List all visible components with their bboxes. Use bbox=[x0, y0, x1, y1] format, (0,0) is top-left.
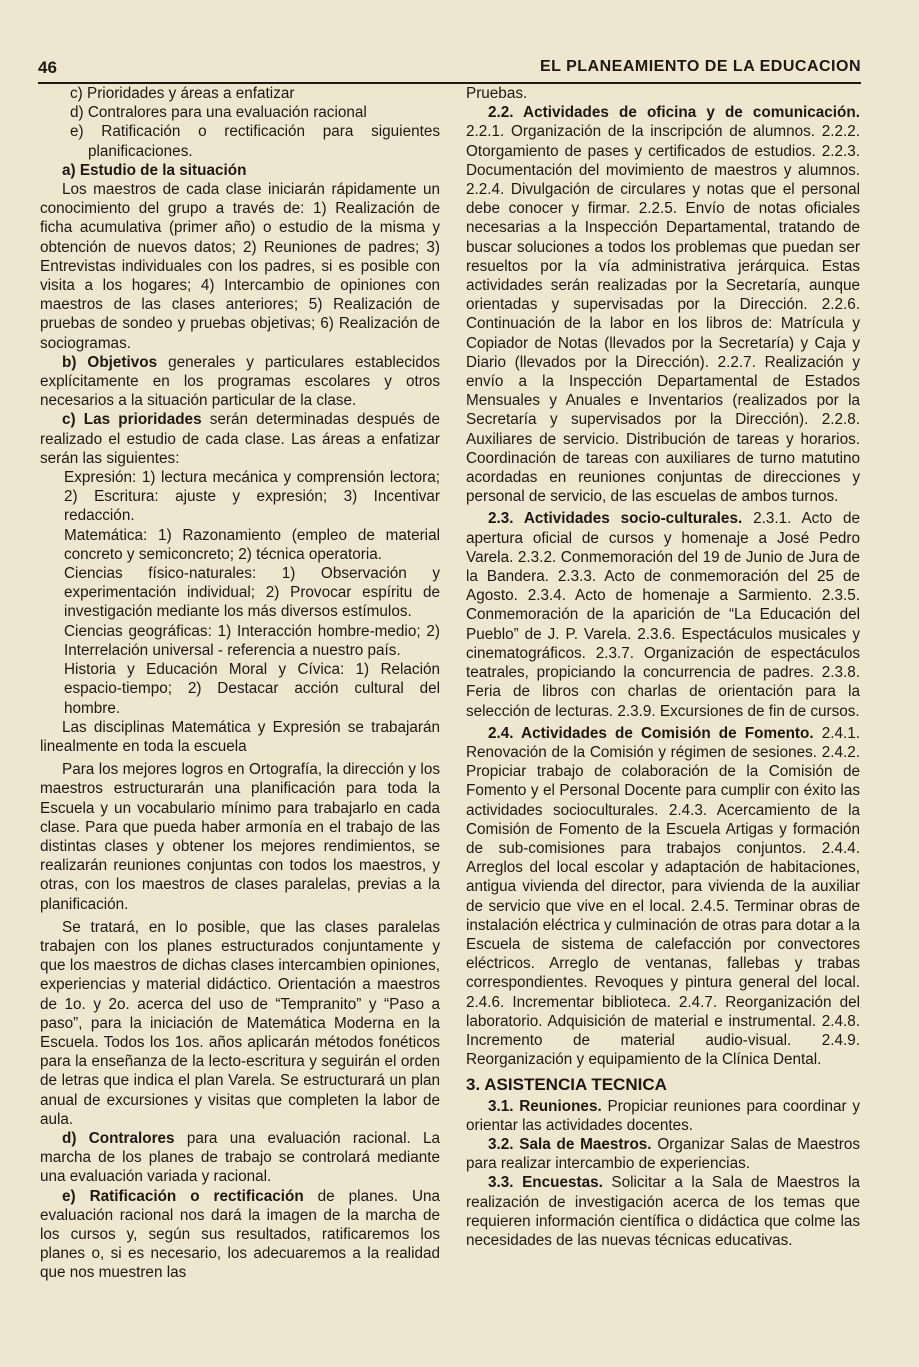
page-header bbox=[38, 58, 861, 84]
paragraph-lineal: Las disciplinas Matemática y Expresión se trabajarán linealmente en toda la escuela bbox=[40, 718, 440, 755]
heading-3-3: 3.3. Encuestas. bbox=[488, 1174, 603, 1192]
running-title: EL PLANEAMIENTO DE LA EDUCACION bbox=[540, 58, 861, 75]
paragraph-objetivos bbox=[40, 353, 440, 411]
right-column bbox=[466, 84, 860, 1250]
left-column bbox=[40, 84, 440, 1283]
paragraph-2-2 bbox=[466, 103, 860, 506]
area-matematica: Matemática: 1) Razonamiento (empleo de material concreto y semiconcreto; 2) técnica operatoria. bbox=[64, 526, 440, 563]
list-item-d: d) Contralores para una evaluación racional bbox=[70, 104, 367, 122]
heading-3-2: 3.2. Sala de Maestros. bbox=[488, 1135, 652, 1153]
area-ciencias-fisico-naturales: Ciencias físico-naturales: 1) Observación y experimentación individual; 2) Provocar espíritu de investigación mediante los más diversos estímulos. bbox=[64, 565, 440, 621]
text-2-4: 2.4.1. Renovación de la Comisión y régimen de sesiones. 2.4.2. Propiciar trabajo de colaboración de la Comisión de Fomento y el Personal Docente para cumplir con éxito las actividades socioculturales. 2.4.3. Acercamiento de la Comisión de Fomento de la Escuela Artigas y formación de sub-comisiones para trabajos conjuntos. 2.4.4. Arreglos del local escolar y adaptación de habitaciones, antigua vivienda del director, para vivienda de la auxiliar de servicio que vive en el local. 2.4.5. Terminar obras de instalación eléctrica y culminación de otras para dotar a la Escuela de sistema de calefacción por convectores eléctricos. Arreglo de ventanas, fallebas y trabas correspondientes. Revoques y pintura general del local. 2.4.6. Incrementar biblioteca. 2.4.7. Reorganización del laboratorio. Adquisición de material e instrumental. 2.4.8. Incremento de material audio-visual. 2.4.9. Reorganización y equipamiento de la Clínica Dental. bbox=[466, 724, 861, 1069]
heading-contralores: d) Contralores bbox=[62, 1129, 175, 1147]
heading-2-2: 2.2. Actividades de oficina y de comunicación. bbox=[488, 104, 860, 122]
list-item-e: e) Ratificación o rectificación para siguientes planificaciones. bbox=[70, 123, 440, 160]
text-2-2: 2.2.1. Organización de la inscripción de alumnos. 2.2.2. Otorgamiento de pases y certificados de estudios. 2.2.3. Documentación del movimiento de maestros y alumnos. 2.2.4. Divulgación de circulares y notas que el personal debe conocer y firmar. 2.2.5. Envío de notas oficiales necesarias a la Inspección Departamental, tratando de buscar soluciones a todos los problemas que puedan ser resueltos por la vía administrativa jerárquica. Estas actividades serán realizadas por la Secretaría, aunque orientadas y supervisadas por la Dirección. 2.2.6. Continuación de la labor en los libros de: Matrícula y Copiador de Notas (llevados por la Secretaría) y Caja y Diario (llevados por la Dirección). 2.2.7. Realización y envío a la Inspección Departamental de Estados Mensuales y Anuales e Inventarios (realizados por la Secretaría y supervisados por la Dirección). 2.2.8. Auxiliares de servicio. Distribución de tareas y horarios. Coordinación de tareas con auxiliares de turno matutino acordadas en reuniones conjuntas de direcciones y personal de servicio, de las escuelas de ambos turnos. bbox=[466, 123, 860, 506]
area-expresion: Expresión: 1) lectura mecánica y comprensión lectora; 2) Escritura: ajuste y expresión; 3) Incentivar redacción. bbox=[64, 469, 440, 525]
heading-ratificacion: e) Ratificación o rectificación bbox=[62, 1187, 304, 1205]
paragraph-3-2 bbox=[466, 1135, 860, 1173]
heading-2-3: 2.3. Actividades socio-culturales. bbox=[488, 510, 743, 528]
paragraph-2-4 bbox=[466, 724, 860, 1070]
paragraph-2-3 bbox=[466, 509, 860, 720]
text-2-3: 2.3.1. Acto de apertura oficial de cursos y homenaje a José Pedro Varela. 2.3.2. Conmemoración del 19 de Junio de Jura de la Bandera. 2.3.3. Acto de conmemoración del 25 de Agosto. 2.3.4. Acto de homenaje a Sarmiento. 2.3.5. Conmemoración de la aparición de “La Educación del Pueblo” de J. P. Varela. 2.3.6. Espectáculos musicales y cinematográficos. 2.3.7. Organización de espectáculos teatrales, propiciando la concurrencia de padres. 2.3.8. Feria de libros con charlas de orientación para la selección de lecturas. 2.3.9. Excursiones de fin de cursos. bbox=[466, 510, 861, 720]
paragraph-prioridades bbox=[40, 410, 440, 468]
list-item-c: c) Prioridades y áreas a enfatizar bbox=[70, 85, 295, 102]
paragraph-3-3 bbox=[466, 1173, 860, 1250]
page-number: 46 bbox=[38, 58, 57, 77]
ratificacion-text: de planes. Una evaluación racional nos dará la imagen de la marcha de los cursos y, según sus resultados, ratificaremos los planes o, si es necesario, los adecuaremos a la realidad que nos muestren las bbox=[40, 1187, 441, 1282]
text-3-3: Solicitar a la Sala de Maestros la realización de investigación acerca de los temas que requieren información científica o didáctica que colme las necesidades de las nuevas técnicas educativas. bbox=[466, 1174, 860, 1249]
area-ciencias-geograficas: Ciencias geográficas: 1) Interacción hombre-medio; 2) Interrelación universal - referencia a nuestro país. bbox=[64, 622, 440, 659]
heading-3-1: 3.1. Reuniones. bbox=[488, 1097, 602, 1115]
paragraph-ortografia: Para los mejores logros en Ortografía, la dirección y los maestros estructurarán una planificación para toda la Escuela y un vocabulario mínimo para trabajarlo en cada clase. Para que pueda haber armonía en el trabajo de las distintas clases y obtener los mejores rendimientos, se realizarán reuniones conjuntas con todos los maestros, y otras, con los maestros de clases paralelas, previas a la planificación. bbox=[40, 761, 440, 913]
heading-2-4: 2.4. Actividades de Comisión de Fomento. bbox=[488, 724, 814, 742]
text-3-2: Organizar Salas de Maestros para realizar intercambio de experiencias. bbox=[466, 1135, 861, 1173]
heading-prioridades: c) Las prioridades bbox=[62, 411, 202, 429]
area-historia: Historia y Educación Moral y Cívica: 1) Relación espacio-tiempo; 2) Destacar acción cultural del hombre. bbox=[64, 661, 440, 717]
section-heading-asistencia: 3. ASISTENCIA TECNICA bbox=[466, 1075, 667, 1095]
heading-estudio: a) Estudio de la situación bbox=[62, 161, 247, 179]
paragraph-clases-paralelas: Se tratará, en lo posible, que las clases paralelas trabajen con los planes estructurados conjuntamente y que los maestros de dichas clases intercambien opiniones, experiencias y material didáctico. Orientación a maestros de 1o. y 2o. acerca del uso de “Tempranito” y “Paso a paso”, para la iniciación de Matemática Moderna en la Escuela. Todos los 1os. años aplicarán métodos fonéticos para la enseñanza de la lecto-escritura y seguirán el orden de letras que indica el plan Varela. Se estructurará un plan anual de excursiones y visitas que completen la labor de aula. bbox=[40, 918, 440, 1128]
paragraph-contralores bbox=[40, 1129, 440, 1187]
text-3-1: Propiciar reuniones para coordinar y orientar las actividades docentes. bbox=[466, 1097, 860, 1134]
objetivos-text: generales y particulares establecidos explícitamente en los programas escolares y otros necesarios a la situación particular de la clase. bbox=[40, 353, 440, 410]
continuation-text: Pruebas. bbox=[466, 85, 528, 102]
paragraph-ratificacion bbox=[40, 1187, 440, 1283]
paragraph-estudio: Los maestros de cada clase iniciarán rápidamente un conocimiento del grupo a través de: 1) Realización de ficha acumulativa (primer año) o estudio de la misma y obtención de nuevos datos; 2) Reuniones de padres; 3) Entrevistas individuales con los padres, si es posible con visita a los hogares; 4) Intercambio de opiniones con maestros de las clases anteriores; 5) Realización de pruebas de sondeo y pruebas objetivas; 6) Realización de sociogramas. bbox=[40, 181, 440, 352]
contralores-text: para una evaluación racional. La marcha de los planes de trabajo se controlará mediante una evaluación variada y racional. bbox=[40, 1129, 440, 1186]
prioridades-text: serán determinadas después de realizado el estudio de cada clase. Las áreas a enfatizar serán las siguientes: bbox=[40, 411, 440, 467]
paragraph-3-1 bbox=[466, 1097, 860, 1135]
heading-objetivos: b) Objetivos bbox=[62, 353, 158, 371]
